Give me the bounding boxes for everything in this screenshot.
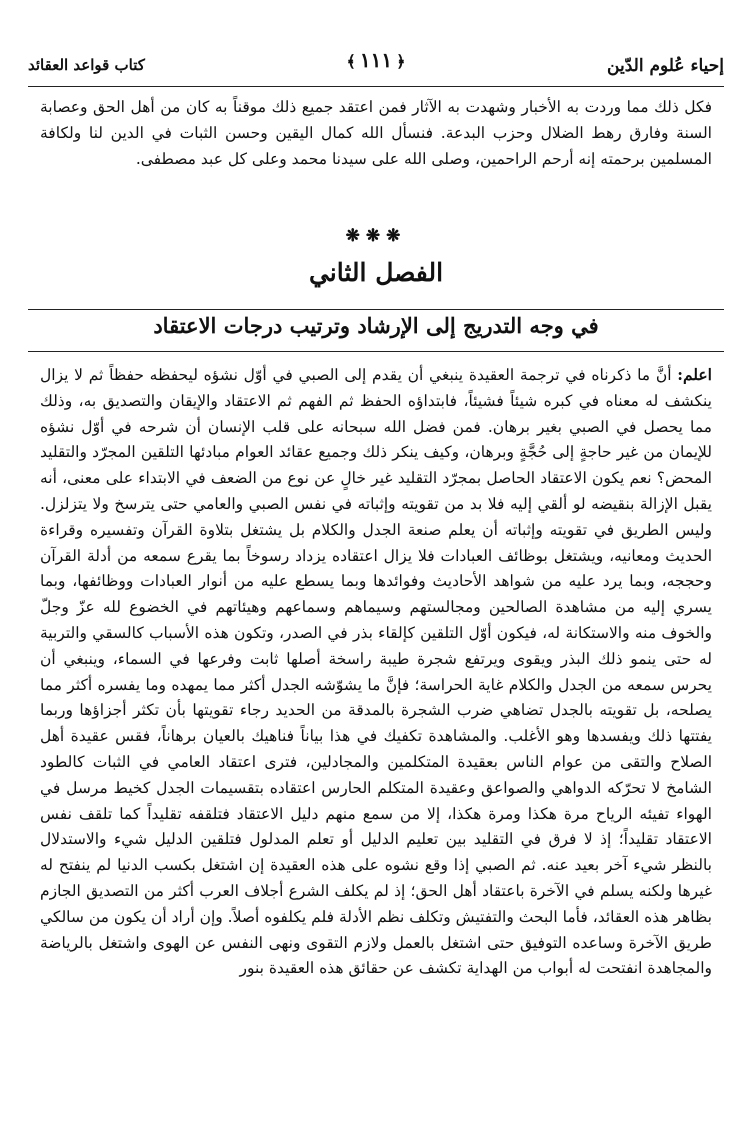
subheading-bottom-rule xyxy=(28,351,724,352)
section-separator: ❋❋❋ xyxy=(345,226,407,246)
ornament-bracket-open: ﴿ xyxy=(396,52,406,71)
page-header xyxy=(28,48,724,84)
header-divider xyxy=(28,86,724,87)
subheading-top-rule xyxy=(28,309,724,310)
paragraph-lead-word: اعلم: xyxy=(677,365,712,384)
intro-paragraph: فكل ذلك مما وردت به الأخبار وشهدت به الآثار فمن اعتقد جميع ذلك موقناً به كان من أهل الحق وعصابة السنة وفارق رهط الضلال وحزب البدعة. فنسأل الله كمال اليقين وحسن الثبات في الدين لنا ولكافة المسلمين برحمته إنه أرحم الراحمين، وصلى الله على سيدنا محمد وعلى كل عبد مصطفى. xyxy=(40,98,712,168)
main-paragraph-text: أنَّ ما ذكرناه في ترجمة العقيدة ينبغي أن يقدم إلى الصبي في أوّل نشؤه ليحفظه حفظاً ثم لا يزال ينكشف له معناه في كبره شيئاً فشيئاً، فابتداؤه الحفظ ثم الفهم ثم الاعتقاد والإيقان والتصديق به، وذلك مما يحصل في الصبي بغير برهان. فمن فضل الله سبحانه على قلب الإنسان أن شرحه في أوّل نشؤه للإيمان من غير حاجةٍ إلى حُجَّةٍ وبرهان، وكيف ينكر ذلك وجميع عقائد العوام مبادئها التلقين المجرّد والتقليد المحض؟ نعم يكون الاعتقاد الحاصل بمجرّد التقليد غير خالٍ عن نوع من الضعف في الابتداء على معنى، أنه يقبل الإزالة بنقيضه لو ألقي إليه فلا بد من تقويته وإثباته في نفس الصبي والعامي حتى يترسخ ولا يتزلزل. وليس الطريق في تقويته وإثباته أن يعلم صنعة الجدل والكلام بل يشتغل بتلاوة القرآن وتفسيره وقراءة الحديث ومعانيه، ويشتغل بوظائف العبادات فلا يزال اعتقاده يزداد رسوخاً بما يقرع سمعه من أدلة القرآن وحججه، وبما يرد عليه من شواهد الأحاديث وفوائدها وبما يسطع عليه من أنوار العبادات ووظائفها، وبما يسري إليه من مشاهدة الصالحين ومجالستهم وسيماهم وسماعهم وهيئاتهم في الخضوع لله عزّ وجلّ والخوف منه والاستكانة له، فيكون أوّل التلقين كإلقاء بذر في الصدر، وتكون هذه الأسباب كالسقي والتربية له حتى ينمو ذلك البذر ويقوى ويرتفع شجرة طيبة راسخة أصلها ثابت وفرعها في السماء، وينبغي أن يحرس سمعه من الجدل والكلام غاية الحراسة؛ فإنَّ ما يشوّشه الجدل أكثر مما يمهده وما يفسره أكثر مما يصلحه، بل تقويته بالجدل تضاهي ضرب الشجرة بالمدقة من الحديد رجاء تقويتها بأن تكثر أجزاؤها وربما يفتتها ذلك ويفسدها وهو الأغلب. والمشاهدة تكفيك في هذا بياناً فناهيك بالعيان برهاناً، فقس عقيدة أهل الصلاح والتقى من عوام الناس بعقيدة المتكلمين والمجادلين، فترى اعتقاد العامي في الثبات كالطود الشامخ لا تحرّكه الدواهي والصواعق وعقيدة المتكلم الحارس اعتقاده بتقسيمات الجدل كخيط مرسل في الهواء تفيئه الرياح مرة هكذا ومرة هكذا، إلا من سمع منهم دليل الاعتقاد فتلقفه تقليداً كما تلقف نفس الاعتقاد تقليداً؛ إذ لا فرق في التقليد بين تعليم الدليل أو تعلم المدلول فتلقين الدليل شيء والاستدلال بالنظر شيء آخر بعيد عنه. ثم الصبي إذا وقع نشوه على هذه العقيدة إن اشتغل بكسب الدنيا لم ينفتح له غيرها ولكنه يسلم في الآخرة باعتقاد أهل الحق؛ إذ لم يكلف الشرع أجلاف العرب أكثر من التصديق الجازم بظاهر هذه العقائد، فأما البحث والتفتيش وتكلف نظم الأدلة فلم يكلفوه أصلاً. وإن أراد أن يكون من سالكي طريق الآخرة وساعده التوفيق حتى اشتغل بالعمل ولازم التقوى ونهى النفس عن الهوى واشتغل بالرياضة والمجاهدة انفتحت له أبواب من الهداية تكشف عن حقائق هذه العقيدة بنور xyxy=(39,366,712,978)
page-number xyxy=(343,48,410,72)
section-title: كتاب قواعد العقائد xyxy=(28,56,145,74)
chapter-title: الفصل الثاني xyxy=(308,258,444,287)
book-title: إحياء عُلوم الدّين xyxy=(607,56,724,76)
main-paragraph xyxy=(40,362,712,982)
page-number-value: ١١١ xyxy=(359,48,393,72)
chapter-subheading: في وجه التدريج إلى الإرشاد وترتيب درجات الاعتقاد xyxy=(153,313,599,338)
ornament-bracket-close: ﴾ xyxy=(346,52,356,71)
